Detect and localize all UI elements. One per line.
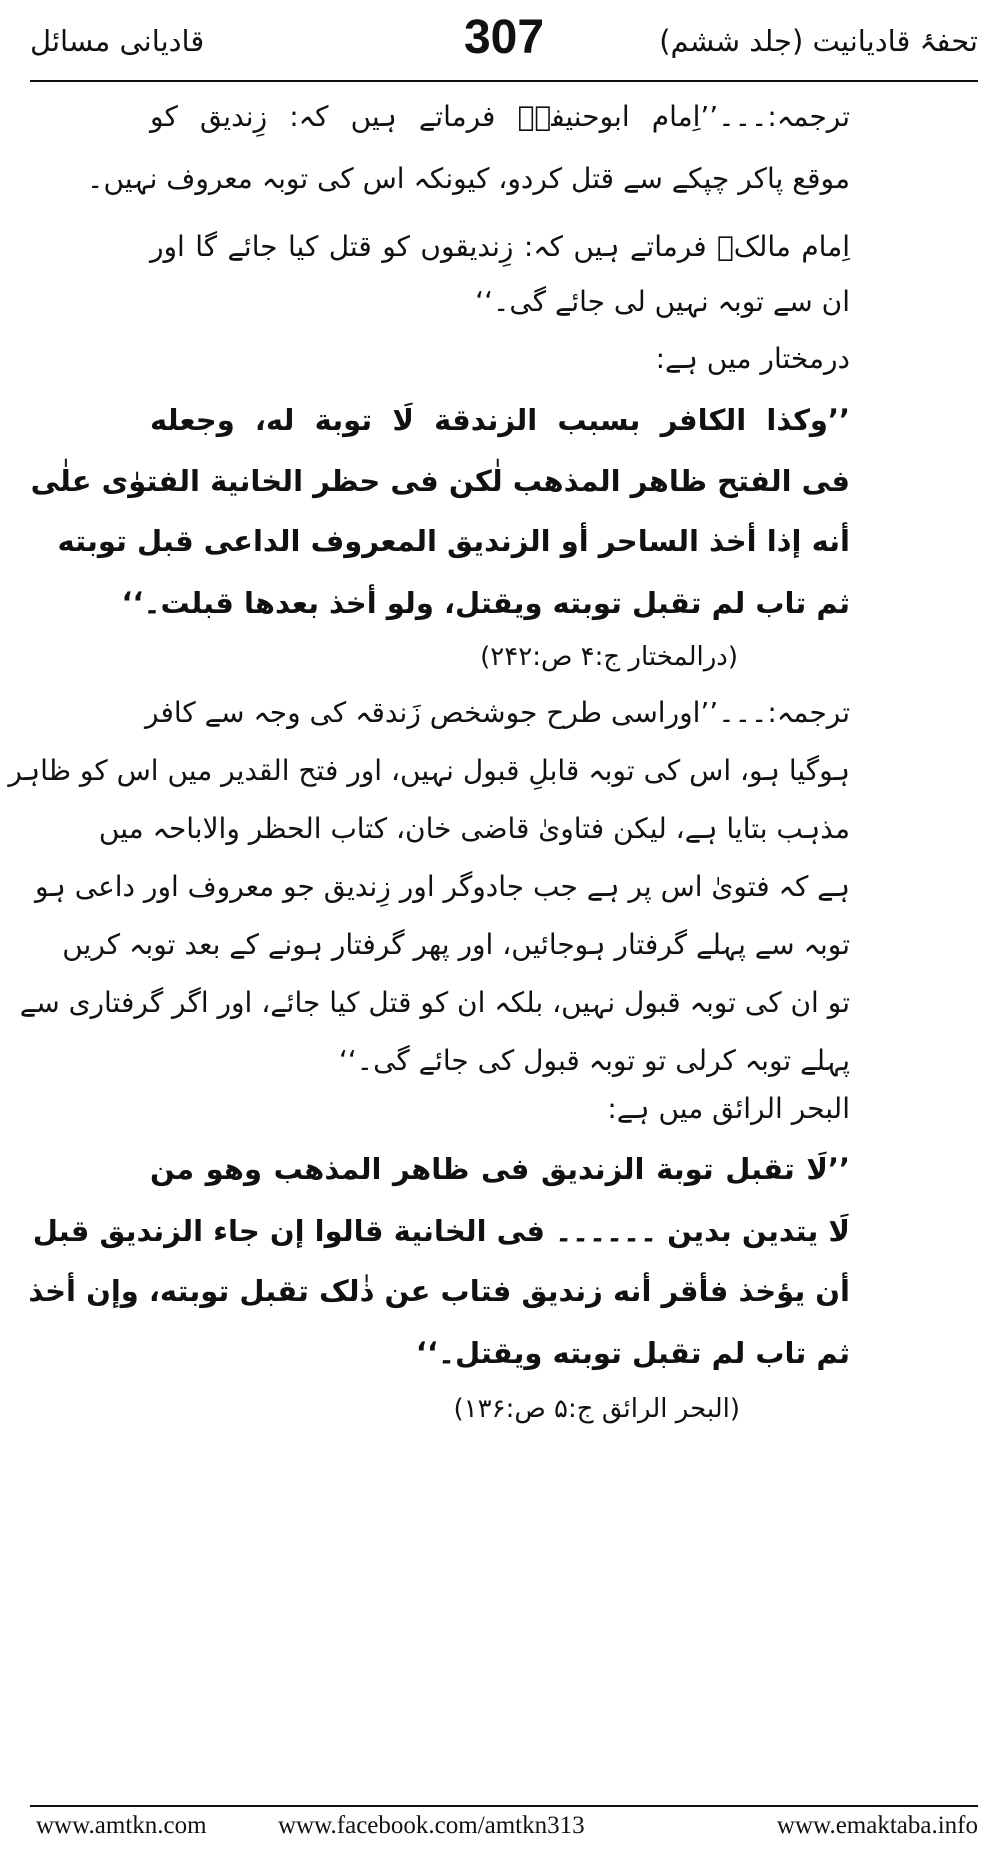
text-line: اِمام مالکؒ فرماتے ہیں کہ: زِندیقوں کو قتل کیا جائے گا اور [150, 230, 850, 263]
text-line: مذہب بتایا ہے، لیکن فتاویٰ قاضی خان، کتاب الحظر والاباحہ میں [98, 812, 850, 845]
text-line: أن یؤخذ فأقر أنه زندیق فتاب عن ذٰلک تقبل توبته، وإن أخذ [28, 1274, 850, 1308]
text-line: ان سے توبہ نہیں لی جائے گی۔‘‘ [475, 285, 850, 318]
citation-line: (البحر الرائق ج:۵ ص:۱۳۶) [453, 1394, 740, 1424]
text-line: تو ان کی توبہ قبول نہیں، بلکہ ان کو قتل کیا جائے، اور اگر گرفتاری سے [19, 986, 850, 1019]
footer-link-emaktaba[interactable]: www.emaktaba.info [776, 1812, 978, 1839]
page-number: 307 [463, 11, 545, 64]
text-line: درمختار میں ہے: [655, 342, 850, 375]
text-line: پہلے توبہ کرلی تو توبہ قبول کی جائے گی۔‘‘ [338, 1044, 850, 1077]
footer-link-facebook[interactable]: www.facebook.com/amtkn313 [278, 1812, 585, 1839]
page-header [30, 11, 978, 76]
text-line: توبہ سے پہلے گرفتار ہوجائیں، اور پھر گرفتار ہونے کے بعد توبہ کریں [62, 928, 850, 961]
text-line: موقع پاکر چپکے سے قتل کردو، کیونکہ اس کی توبہ معروف نہیں۔ [87, 162, 850, 195]
text-line: ’’وکذا الکافر بسبب الزندقة لَا توبة له، وجعله [150, 403, 850, 437]
footer-divider [30, 1805, 978, 1807]
text-line: ثم تاب لم تقبل توبته ویقتل، ولو أخذ بعدها قبلت۔‘‘ [121, 586, 850, 620]
text-line: أنه إذا أخذ الساحر أو الزندیق المعروف الداعی قبل توبته [57, 524, 850, 558]
text-line: ثم تاب لم تقبل توبته ویقتل۔‘‘ [415, 1336, 850, 1370]
section-title: قادیانی مسائل [30, 24, 205, 58]
text-line: لَا یتدین بدین ۔۔۔۔۔۔ فی الخانیة قالوا إن جاء الزندیق قبل [32, 1214, 850, 1248]
book-title: تحفۂ قادیانیت (جلد ششم) [659, 24, 978, 58]
text-line: ہوگیا ہو، اس کی توبہ قابلِ قبول نہیں، اور فتح القدیر میں اس کو ظاہر [8, 754, 850, 787]
text-line: البحر الرائق میں ہے: [607, 1092, 850, 1125]
page-footer [30, 1808, 978, 1842]
text-line: فی الفتح ظاهر المذهب لٰکن فی حظر الخانیة الفتوٰی علٰی [30, 464, 850, 498]
header-divider [30, 80, 978, 82]
text-line: ترجمہ:۔۔۔’’اوراسی طرح جوشخص زَندقہ کی وجہ سے کافر [145, 696, 850, 729]
text-line: ’’لَا تقبل توبة الزندیق فی ظاهر المذهب وهو من [150, 1152, 850, 1186]
text-line: ترجمہ:۔۔۔’’اِمام ابوحنیفہؒ فرماتے ہیں کہ: زِندیق کو [150, 100, 850, 133]
citation-line: (درالمختار ج:۴ ص:۲۴۲) [480, 642, 738, 672]
footer-link-amtkn[interactable]: www.amtkn.com [36, 1812, 207, 1839]
text-line: ہے کہ فتویٰ اس پر ہے جب جادوگر اور زِندیق جو معروف اور داعی ہو [34, 870, 850, 903]
